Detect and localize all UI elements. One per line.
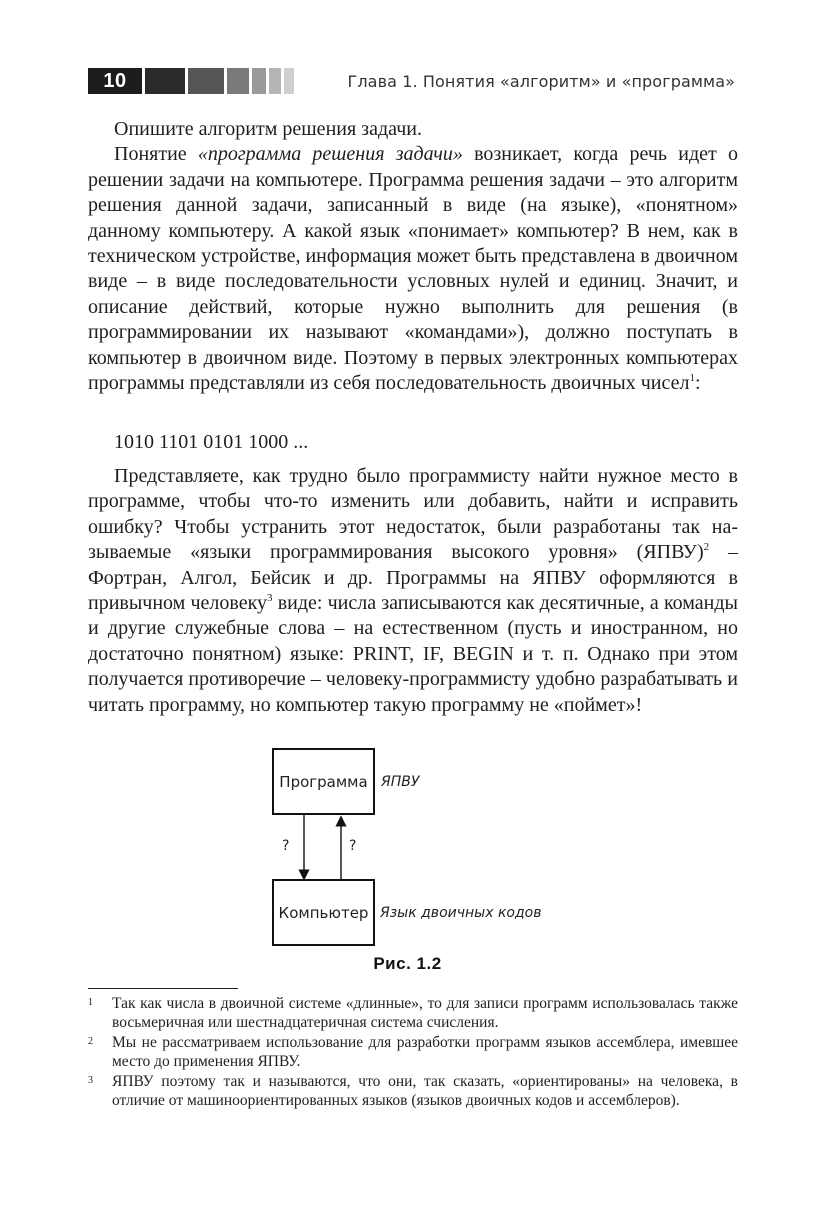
footnote-3 (88, 1072, 738, 1110)
paragraph-1-text: Опишите алгоритм решения задачи. (114, 118, 422, 140)
paragraph-2-body: возникает, когда речь идет о решении задачи на компьютере. Программа решения задачи – это алгоритм решения данной задачи, записанный в виде (на языке), «понятном» данному компьютеру. А какой язык «понимает» компьютер? В нем, как в техническом устройстве, информация может быть представлена в двоичном виде – в виде последовательности условных нулей и единиц. Значит, и описание действий, которые нужно выполнить для решения (в программировании их называют «командами»), должно поступать в компьютер в двоичном виде. Поэтому в первых электронных компьютерах программы представляли из себя последовательность двоичных чисел (88, 143, 738, 395)
header-bar-5 (269, 68, 281, 94)
header-bar-2 (188, 68, 224, 94)
paragraph-2 (88, 142, 738, 396)
footnotes (88, 994, 738, 1111)
hll-label: ЯПВУ (381, 774, 420, 790)
paragraph-3-c: виде: числа записываются как десятичные, а команды и другие служебные слова – на естественном (пусть и иностранном, но достаточно понятном) языке: PRINT, IF, BEGIN и т. п. Однако при этом получается противоречие – человеку-программисту удобно разрабатывать и читать программу, но компьютер такую программу не «поймет»! (88, 592, 738, 716)
paragraph-3 (88, 464, 738, 718)
footnote-ref-3[interactable]: 3 (267, 592, 273, 605)
term-program: «программа решения задачи» (197, 143, 463, 166)
footnote-2-text: Мы не рассматриваем использование для разработки программ языков ассемблера, имевшее место до применения ЯПВУ. (112, 1034, 738, 1070)
body-text-top (88, 117, 738, 396)
paragraph-2-end: : (694, 372, 701, 395)
footnote-2-number: 2 (88, 1036, 93, 1047)
footnote-ref-1[interactable]: 1 (689, 372, 695, 385)
question-mark-right: ? (349, 838, 357, 854)
header-bar-6 (284, 68, 294, 94)
page-number: 10 (88, 68, 142, 94)
program-box (272, 748, 375, 815)
footnote-1 (88, 994, 738, 1032)
footnote-rule (88, 988, 238, 989)
paragraph-3-a: Представляете, как трудно было программисту найти нужное место в программе, чтобы что-то изменить или добавить, найти и исправить ошибку? Чтобы устранить этот недостаток, были разработаны так называемые «языки программирования высокого уровня» (ЯПВУ) (88, 465, 738, 564)
footnote-3-text: ЯПВУ поэтому так и называются, что они, так сказать, «ориентированы» на человека, в отличие от машиноориентированных языков (языков двоичных кодов и ассемблеров). (112, 1073, 738, 1109)
paragraph-3-b: – Фортран, Алгол, Бейсик и др. Программы на ЯПВУ оформляются в привычном человеку (88, 541, 738, 615)
question-mark-left: ? (282, 838, 290, 854)
footnote-3-number: 3 (88, 1075, 93, 1086)
figure-caption: Рис. 1.2 (373, 954, 442, 973)
binary-example (88, 430, 738, 455)
footnote-ref-2[interactable]: 2 (703, 541, 710, 554)
footnote-1-number: 1 (88, 997, 93, 1008)
footnote-1-text: Так как числа в двоичной системе «длинные», то для записи программ использовалась также восьмеричная или шестнадцатеричная система счисления. (112, 995, 738, 1031)
binary-code-label: Язык двоичных кодов (380, 905, 542, 921)
binary-sequence: 1010 1101 0101 1000 ... (114, 431, 309, 453)
paragraph-2-start: Понятие (114, 143, 198, 166)
paragraph-1 (88, 117, 738, 142)
body-text-bottom (88, 464, 738, 718)
footnote-2 (88, 1033, 738, 1071)
chapter-title: Глава 1. Понятия «алгоритм» и «программа» (347, 72, 735, 91)
program-box-label: Программа (279, 772, 368, 791)
computer-box-label: Компьютер (278, 903, 369, 922)
header-bar-4 (252, 68, 266, 94)
computer-box (272, 879, 375, 946)
header-bar-3 (227, 68, 249, 94)
header-bar-1 (145, 68, 185, 94)
